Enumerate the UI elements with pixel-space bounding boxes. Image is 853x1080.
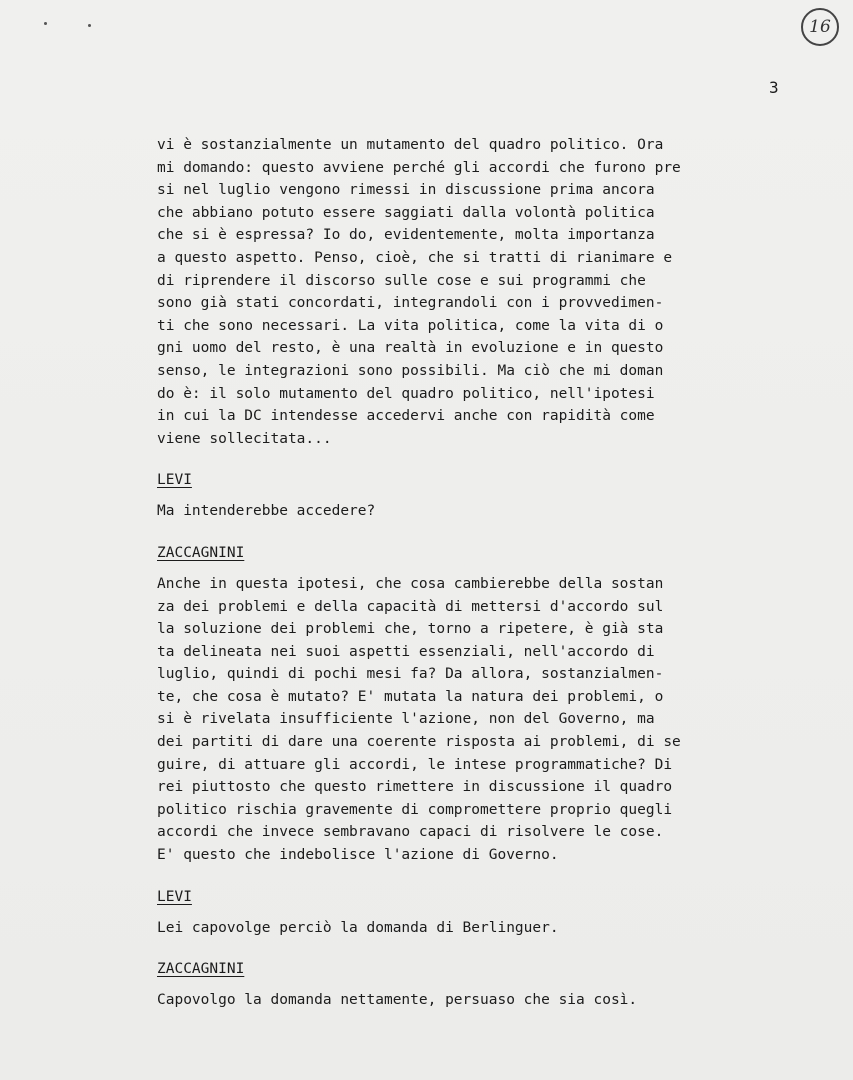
text-line: di riprendere il discorso sulle cose e sui programmi che (157, 272, 646, 289)
speaker-label-zaccagnini: ZACCAGNINI (157, 544, 245, 561)
intro-paragraph (157, 134, 797, 450)
text-line: E' questo che indebolisce l'azione di Governo. (157, 847, 559, 864)
text-line: che si è espressa? Io do, evidentemente, molta importanza (157, 227, 655, 244)
speaker-label-levi: LEVI (157, 888, 192, 905)
text-line: do è: il solo mutamento del quadro politico, nell'ipotesi (157, 385, 655, 402)
dialogue-line-zaccagnini: Capovolgo la domanda nettamente, persuaso che sia così. (157, 992, 638, 1009)
text-line: za dei problemi e della capacità di mettersi d'accordo sul (157, 598, 664, 615)
speaker-label-levi: LEVI (157, 472, 192, 489)
dialogue-line-levi: Lei capovolge perciò la domanda di Berlinguer. (157, 919, 559, 936)
text-line: mi domando: questo avviene perché gli accordi che furono pre (157, 159, 681, 176)
archive-stamp (801, 8, 839, 46)
text-line: viene sollecitata... (157, 430, 332, 447)
text-line: vi è sostanzialmente un mutamento del quadro politico. Ora (157, 137, 664, 153)
text-line: rei piuttosto che questo rimettere in discussione il quadro (157, 779, 673, 796)
text-line: guire, di attuare gli accordi, le intese programmatiche? Di (157, 756, 673, 773)
text-line: sono già stati concordati, integrandoli con i provvedimen- (157, 295, 664, 312)
text-line: si nel luglio vengono rimessi in discussione prima ancora (157, 182, 655, 199)
text-line: la soluzione dei problemi che, torno a ripetere, è già sta (157, 621, 664, 638)
text-line: dei partiti di dare una coerente risposta ai problemi, di se (157, 734, 681, 751)
text-line: politico rischia gravemente di compromettere proprio quegli (157, 801, 673, 818)
text-line: accordi che invece sembravano capaci di risolvere le cose. (157, 824, 664, 841)
text-line: gni uomo del resto, è una realtà in evoluzione e in questo (157, 340, 664, 357)
text-line: senso, le integrazioni sono possibili. Ma ciò che mi doman (157, 362, 664, 379)
text-line: che abbiano potuto essere saggiati dalla volontà politica (157, 204, 655, 221)
text-line: ti che sono necessari. La vita politica, come la vita di o (157, 317, 664, 334)
zaccagnini-paragraph (157, 573, 797, 867)
text-line: te, che cosa è mutato? E' mutata la natura dei problemi, o (157, 688, 664, 705)
text-line: luglio, quindi di pochi mesi fa? Da allora, sostanzialmen- (157, 666, 664, 683)
ink-speck (88, 24, 91, 27)
text-line: a questo aspetto. Penso, cioè, che si tratti di rianimare e (157, 249, 673, 266)
text-line: ta delineata nei suoi aspetti essenziali, nell'accordo di (157, 643, 655, 660)
ink-speck (44, 22, 47, 25)
page-number: 3 (769, 78, 779, 97)
stamp-number: 16 (809, 17, 831, 37)
text-line: Anche in questa ipotesi, che cosa cambierebbe della sostan (157, 575, 664, 592)
text-line: si è rivelata insufficiente l'azione, non del Governo, ma (157, 711, 655, 728)
transcript-body (157, 134, 797, 1012)
text-line: in cui la DC intendesse accedervi anche con rapidità come (157, 408, 655, 425)
speaker-label-zaccagnini: ZACCAGNINI (157, 961, 245, 978)
dialogue-line-levi: Ma intenderebbe accedere? (157, 503, 376, 520)
